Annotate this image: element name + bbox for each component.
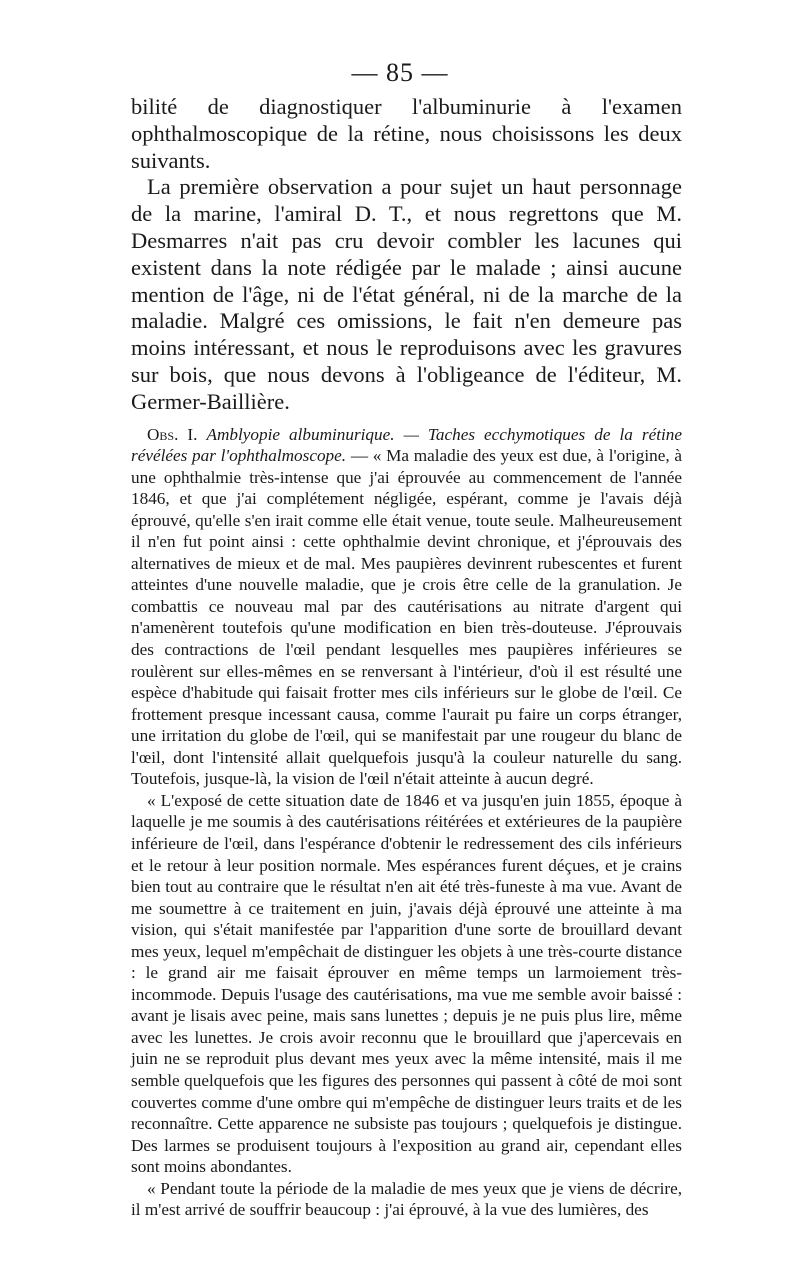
observation-title: Amblyopie albuminurique. xyxy=(206,424,395,444)
body-text xyxy=(131,94,682,1221)
paragraph-first-observation-intro: La première observation a pour sujet un haut personnage de la marine, l'amiral D. T., et nous regrettons que M. Desmarres n'ait pas cru devoir combler les lacunes qui existent dans la note rédigée par le malade ; ainsi aucune mention de l'âge, ni de l'état général, ni de la marche de la maladie. Malgré ces omissions, le fait n'en demeure pas moins intéressant, et nous le reproduisons avec les gravures sur bois, que nous devons à l'obligeance de l'éditeur, M. Germer-Baillière. xyxy=(131,174,682,414)
observation-block xyxy=(131,424,682,1221)
observation-label: Obs. I. xyxy=(147,424,198,444)
observation-subtitle: — Taches ecchymotiques de la rétine révélées par l'ophthalmoscope. xyxy=(131,424,683,466)
observation-text-1: — « Ma maladie des yeux est due, à l'origine, à une ophthalmie très-intense que j'ai éprouvée au commencement de l'année 1846, et que j'ai complétement négligée, espérant, comme je l'avais déjà éprouvé, qu'elle s'en irait comme elle était venue, toute seule. Malheureusement il n'en fut point ainsi : cette ophthalmie devint chronique, et j'éprouvais des alternatives de mieux et de mal. Mes paupières devinrent rubescentes et furent atteintes d'une nouvelle maladie, que je crois être celle de la granulation. Je combattis ce nouveau mal par des cautérisations au nitrate d'argent qui n'amenèrent toutefois qu'une modification en bien très-douteuse. J'éprouvais des contractions de l'œil pendant lesquelles mes paupières inférieures se roulèrent sur elles-mêmes en se renversant à l'intérieur, d'où il est résulté une espèce d'habitude qui faisait frotter mes cils inférieurs sur le globe de l'œil. Ce frottement presque incessant causa, comme l'aurait pu faire un corps étranger, une irritation du globe de l'œil, qui se manifestait par une rougeur du blanc de l'œil, dont l'intensité allait quelquefois jusqu'à la couleur naturelle du sang. Toutefois, jusque-là, la vision de l'œil n'était atteinte à aucun degré. xyxy=(131,446,682,789)
observation-paragraph-1 xyxy=(131,424,682,790)
paragraph-continuation: bilité de diagnostiquer l'albuminurie à l'examen ophthalmoscopique de la rétine, nous choisissons les deux suivants. xyxy=(131,94,682,173)
observation-paragraph-2: « L'exposé de cette situation date de 1846 et va jusqu'en juin 1855, époque à laquelle je me soumis à des cautérisations réitérées et extérieures de la paupière inférieure de l'œil, dans l'espérance d'obtenir le redressement des cils inférieurs et le retour à leur position normale. Mes espérances furent déçues, et je crains bien tout au contraire que le résultat n'en ait été très-funeste à ma vue. Avant de me soumettre à ce traitement en juin, j'avais déjà éprouvé une atteinte à ma vision, qui s'était manifestée par l'apparition d'une sorte de brouillard devant mes yeux, lequel m'empêchait de distinguer les objets à une très-courte distance : le grand air me faisait éprouver en même temps un larmoiement très-incommode. Depuis l'usage des cautérisations, ma vue me semble avoir baissé : avant je lisais avec peine, mais sans lunettes ; depuis je ne puis plus lire, même avec les lunettes. Je crois avoir reconnu que le brouillard que j'apercevais en juin ne se reproduit plus devant mes yeux avec la même intensité, mais il me semble quelquefois que les figures des personnes qui passent à côté de moi sont couvertes comme d'une ombre qui m'empêche de distinguer leurs traits et de les reconnaître. Cette apparence ne subsiste pas toujours ; quelquefois je distingue. Des larmes se produisent toujours à l'exposition au grand air, cependant elles sont moins abondantes. xyxy=(131,790,682,1177)
page-number: — 85 — xyxy=(351,58,449,87)
observation-paragraph-3: « Pendant toute la période de la maladie de mes yeux que je viens de décrire, il m'est arrivé de souffrir beaucoup : j'ai éprouvé, à la vue des lumières, des xyxy=(131,1178,682,1220)
